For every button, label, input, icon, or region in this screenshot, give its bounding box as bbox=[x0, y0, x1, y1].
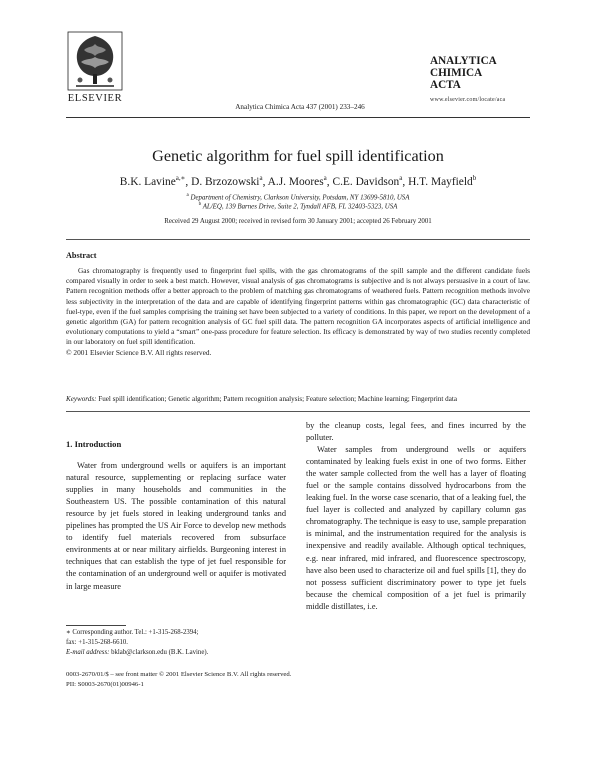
footnote-email-label: E-mail address: bbox=[66, 649, 110, 656]
footnote-corresponding: ∗ Corresponding author. Tel.: +1-315-268-2394; bbox=[66, 629, 199, 636]
footnote-divider bbox=[66, 625, 126, 626]
body-paragraph: Water from underground wells or aquifers is an important natural resource, supplementing or replacing surface water supplies in many households and communities in the Southeastern US. The possible contamination of this natural resource by jet fuels stored in leaking underground tanks and pipelines has prompted the US Air Force to develop new methods to identify fuel materials recovered from subsurface environments at or near military airfields. Burgeoning interest in techniques that can establish the type of jet fuel responsible for the contamination of an underground well or aquifer is motivated in large measure bbox=[66, 461, 286, 591]
front-matter-pii: PII: S0003-2670(01)00946-1 bbox=[66, 681, 144, 688]
elsevier-tree-icon bbox=[66, 30, 124, 92]
author-sup: b bbox=[472, 174, 477, 182]
author-name: H.T. Mayfield bbox=[408, 175, 473, 188]
abstract-heading: Abstract bbox=[66, 251, 97, 260]
affiliation bbox=[66, 202, 530, 210]
left-column bbox=[66, 420, 286, 593]
journal-logo-line: ANALYTICA bbox=[430, 55, 497, 67]
article-dates: Received 29 August 2000; received in revised form 30 January 2001; accepted 26 February 2001 bbox=[164, 218, 432, 225]
author-sup: a,∗ bbox=[175, 174, 186, 182]
section-heading: 1. Introduction bbox=[66, 439, 122, 449]
journal-citation: Analytica Chimica Acta 437 (2001) 233–246 bbox=[235, 103, 365, 111]
journal-logo bbox=[430, 55, 530, 103]
journal-logo-line: ACTA bbox=[430, 79, 461, 91]
footnote-email[interactable]: bklab@clarkson.edu (B.K. Lavine). bbox=[111, 649, 209, 656]
author-name: D. Brzozowski bbox=[191, 175, 260, 188]
article-title: Genetic algorithm for fuel spill identification bbox=[152, 147, 444, 165]
footnote bbox=[66, 628, 286, 658]
journal-url[interactable]: www.elsevier.com/locate/aca bbox=[430, 97, 506, 103]
author-name: B.K. Lavine bbox=[119, 175, 176, 188]
abstract-copyright: © 2001 Elsevier Science B.V. All rights reserved. bbox=[66, 347, 212, 357]
right-column bbox=[306, 420, 526, 613]
affiliation-sup: a bbox=[186, 193, 189, 198]
affiliation bbox=[66, 193, 530, 201]
author-sup: a bbox=[323, 174, 327, 182]
body-paragraph: by the cleanup costs, legal fees, and fines incurred by the polluter. bbox=[306, 421, 526, 443]
affiliation-text: AL/EQ, 139 Barnes Drive, Suite 2, Tyndall AFB, FL 32403-5323, USA bbox=[202, 203, 398, 211]
footnote-fax: fax: +1-315-268-6610. bbox=[66, 639, 128, 646]
body-paragraph: Water samples from underground wells or aquifers contaminated by leaking fuels exist in one of two forms. Either the water sample collected from the well has a layer of floating fuel or the sample contains dissolved hydrocarbons from the leaking fuel. In the worse case scenario, that of a leaking fuel, the fuel layer is collected and analyzed by capillary column gas chromatography. The technique is easy to use, sample preparation is minimal, and the instrumentation required for the analysis is inexpensive and readily available. Although optical techniques, e.g. near infrared, mid infrared, and fluorescence spectroscopy, have also been used to characterize oil and fuel spills [1], they do not possess sufficient discriminatory power to type jet fuels because the chemical composition of a jet fuel is primarily middle distillates, i.e. bbox=[306, 445, 526, 611]
author-list: B.K. Lavine$^{a,∗}$, D. Brzozowski$^a$, A.J. Moores$^a$, C.E. Davidson$^a$, H.T. Mayfield$^b$ bbox=[119, 174, 477, 188]
front-matter bbox=[66, 670, 530, 690]
author-sup: a bbox=[259, 174, 263, 182]
author-sup: a bbox=[399, 174, 403, 182]
author-name: A.J. Moores bbox=[267, 175, 324, 188]
abstract-body bbox=[66, 266, 530, 358]
journal-logo-line: CHIMICA bbox=[430, 67, 483, 79]
front-matter-issn: 0003-2670/01/$ – see front matter © 2001 Elsevier Science B.V. All rights reserved. bbox=[66, 671, 292, 678]
affiliation-text: Department of Chemistry, Clarkson University, Potsdam, NY 13699-5810, USA bbox=[190, 194, 410, 202]
abstract-bottom-divider bbox=[66, 411, 530, 412]
publisher-name: ELSEVIER bbox=[67, 93, 123, 104]
keywords bbox=[66, 395, 530, 403]
header-divider bbox=[66, 117, 530, 118]
keywords-label: Keywords: bbox=[66, 395, 97, 403]
footnote-email-line bbox=[66, 648, 286, 658]
abstract-top-divider bbox=[66, 239, 530, 240]
keywords-text: Fuel spill identification; Genetic algorithm; Pattern recognition analysis; Feature selection; Machine learning; Fingerprint data bbox=[98, 395, 457, 403]
elsevier-logo bbox=[66, 30, 124, 105]
affiliation-sup: b bbox=[198, 202, 202, 207]
abstract-text: Gas chromatography is frequently used to fingerprint fuel spills, with the gas chromatograms of the spill sample and the different candidate fuels compared visually in order to seek a best match. However, visual analysis of gas chromatograms is subjective and is not always persuasive in a court of law. Pattern recognition methods offer a better approach to the problem of matching gas chromatograms of weathered fuels. Pattern recognition methods involve less subjectivity in the interpretation of the data and are capable of identifying fingerprint patterns within gas chromatographic (GC) data characteristic of fuel-type, even if the fuel samples comprising the training set have been subjected to a variety of conditions. In this paper, we report on the development of a genetic algorithm (GA) for pattern recognition analysis of GC fuel spill data. The pattern recognition GA incorporates aspects of artificial intelligence and evolutionary computations to yield a “smart” one-pass procedure for feature selection. Its efficacy is demonstrated by way of two studies recently completed in our laboratory on fuel spill identification. bbox=[66, 266, 530, 347]
author-name: C.E. Davidson bbox=[332, 175, 400, 188]
